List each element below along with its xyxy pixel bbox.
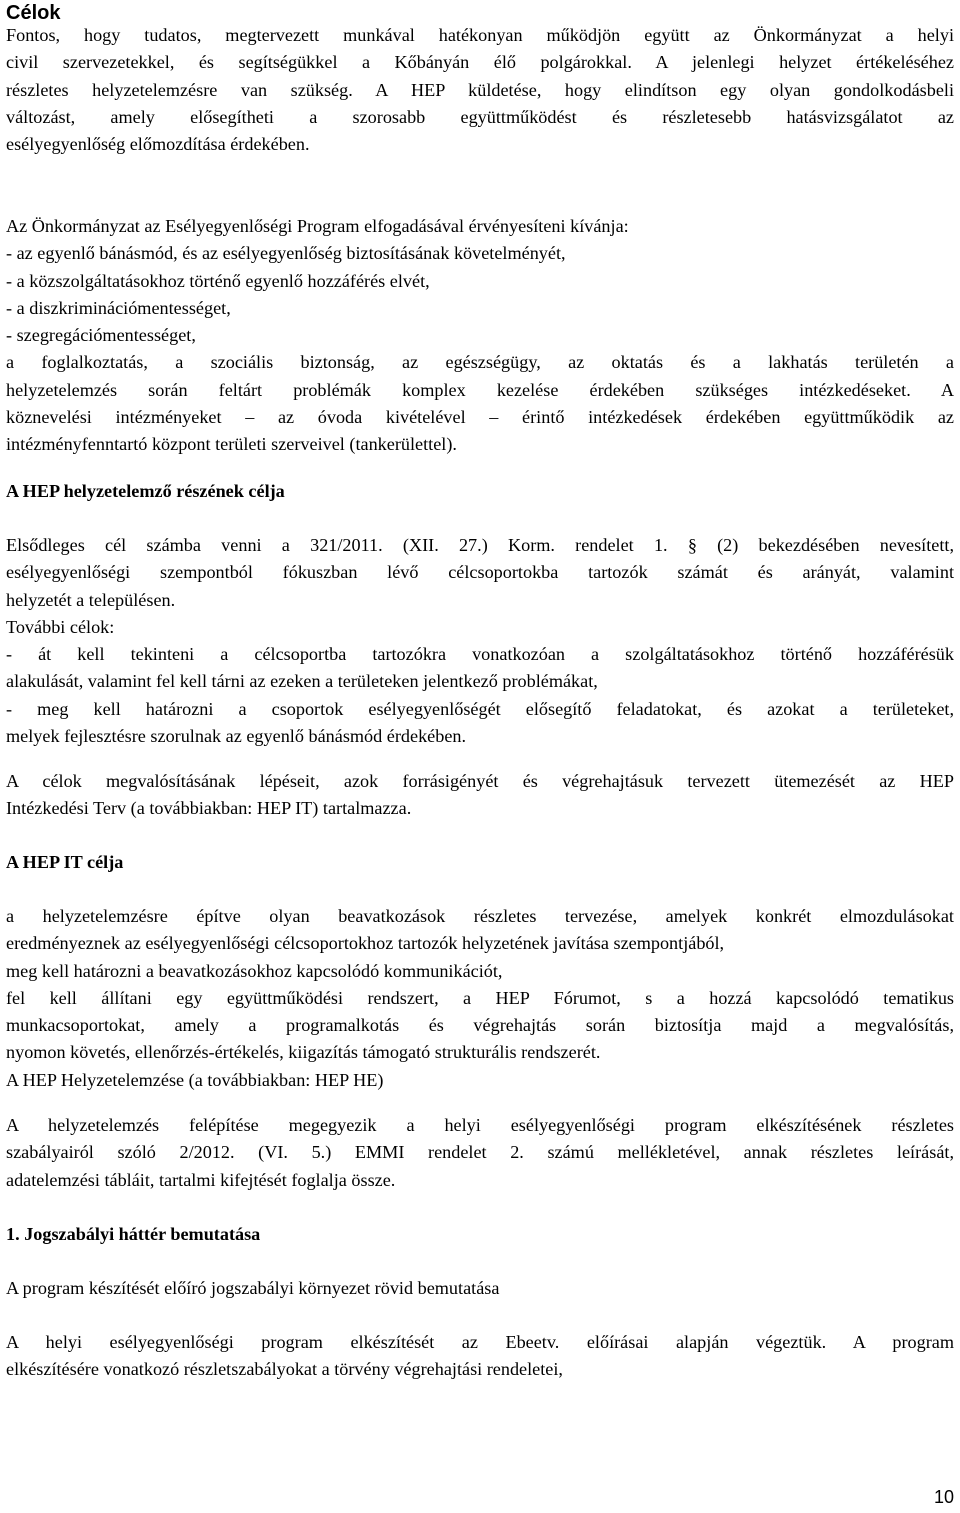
- text-line: helyzetét a településen.: [6, 589, 176, 610]
- text-line: szabályairól szóló 2/2012. (VI. 5.) EMMI rendelet 2. számú mellékletével, annak részletes leírását,: [6, 1142, 954, 1163]
- list-item: - az egyenlő bánásmód, és az esélyegyenlőség biztosításának követelményét,: [6, 243, 566, 264]
- text-line: esélyegyenlőségi szempontból fókuszban lévő célcsoportokba tartozók számát és arányát, valamint: [6, 562, 954, 583]
- text-line: esélyegyenlőség előmozdítása érdekében.: [6, 134, 310, 155]
- intro-paragraph: [6, 22, 954, 158]
- program-paragraph: [6, 213, 954, 459]
- list-item: - a diszkriminációmentességet,: [6, 297, 231, 318]
- page-title: Célok: [6, 2, 61, 24]
- list-item: melyek fejlesztésre szorulnak az egyenlő bánásmód érdekében.: [6, 726, 467, 747]
- text-line: A helyi esélyegyenlőségi program elkészítését az Ebeetv. előírásai alapján végeztük. A program: [6, 1332, 954, 1352]
- text-line: intézményfenntartó központ területi szerveivel (tankerülettel).: [6, 434, 457, 455]
- list-item: - meg kell határozni a csoportok esélyegyenlőségét elősegítő feladatokat, és azokat a területeket,: [6, 698, 954, 719]
- text-line: nyomon követés, ellenőrzés-értékelés, kiigazítás támogató strukturális rendszerét.: [6, 1042, 601, 1063]
- section-heading-it: A HEP IT célja: [6, 852, 124, 872]
- text-line: civil szervezetekkel, és segítségükkel a Kőbányán élő polgárokkal. A jelenlegi helyzet értékeléséhez: [6, 52, 954, 73]
- section-1-paragraph: [6, 1329, 954, 1384]
- section-heading-he: A HEP helyzetelemző részének célja: [6, 481, 285, 501]
- it-build-paragraph: [6, 1112, 954, 1194]
- text-line: a helyzetelemzésre építve olyan beavatkozások részletes tervezése, amelyek konkrét elmozdulásokat: [6, 906, 954, 926]
- text-line: munkacsoportokat, amely a programalkotás és végrehajtás során biztosítja majd a megvalósítás,: [6, 1015, 954, 1036]
- text-line: A HEP Helyzetelemzése (a továbbiakban: HEP HE): [6, 1069, 384, 1090]
- page-number: 10: [933, 1487, 954, 1507]
- text-line: Intézkedési Terv (a továbbiakban: HEP IT) tartalmazza.: [6, 798, 412, 819]
- text-line: További célok:: [6, 616, 115, 637]
- section-1-subheading: A program készítését előíró jogszabályi környezet rövid bemutatása: [6, 1278, 500, 1298]
- text-line: A helyzetelemzés felépítése megegyezik a helyi esélyegyenlőségi program elkészítésének részletes: [6, 1115, 954, 1135]
- text-line: eredményeznek az esélyegyenlőségi célcsoportokhoz tartozók helyzetének javítása szempontjából,: [6, 933, 725, 954]
- text-line: részletes helyzetelemzésre van szükség. A HEP küldetése, hogy elindítson egy olyan gondolkodásbeli: [6, 79, 954, 100]
- section-heading-1: 1. Jogszabályi háttér bemutatása: [6, 1224, 261, 1244]
- list-item: - át kell tekinteni a célcsoportba tartozókra vonatkozóan a szolgáltatásokhoz történő hozzáférésük: [6, 644, 954, 665]
- text-line: köznevelési intézményeket – az óvoda kivételével – érintő intézkedések érdekében együttműködik az: [6, 407, 954, 428]
- list-item: - szegregációmentességet,: [6, 325, 196, 346]
- he-primary-paragraph: [6, 532, 954, 750]
- it-paragraph: [6, 903, 954, 1094]
- text-line: adatelemzési tábláit, tartalmi kifejtését foglalja össze.: [6, 1169, 396, 1190]
- text-line: fel kell állítani egy együttműködési rendszert, a HEP Fórumot, s a hozzá kapcsolódó tematikus: [6, 987, 954, 1008]
- text-line: Az Önkormányzat az Esélyegyenlőségi Program elfogadásával érvényesíteni kívánja:: [6, 216, 629, 236]
- text-line: Elsődleges cél számba venni a 321/2011. (XII. 27.) Korm. rendelet 1. § (2) bekezdésében nevesített,: [6, 535, 954, 555]
- list-item: - a közszolgáltatásokhoz történő egyenlő hozzáférés elvét,: [6, 270, 430, 291]
- text-line: elkészítésére vonatkozó részletszabályokat a törvény végrehajtási rendeletei,: [6, 1359, 563, 1380]
- he-steps-paragraph: [6, 768, 954, 823]
- text-line: meg kell határozni a beavatkozásokhoz kapcsolódó kommunikációt,: [6, 960, 503, 981]
- list-item: alakulását, valamint fel kell tárni az ezeken a területeken jelentkező problémákat,: [6, 671, 598, 692]
- text-line: Fontos, hogy tudatos, megtervezett munkával hatékonyan működjön együtt az Önkormányzat a helyi: [6, 25, 954, 45]
- text-line: helyzetelemzés során feltárt problémák komplex kezelése érdekében szükséges intézkedéseket. A: [6, 379, 954, 400]
- text-line: változást, amely elősegítheti a szorosabb együttműködést és részletesebb hatásvizsgálatot az: [6, 106, 954, 127]
- text-line: A célok megvalósításának lépéseit, azok forrásigényét és végrehajtásuk tervezett ütemezését az HEP: [6, 771, 954, 791]
- text-line: a foglalkoztatás, a szociális biztonság, az egészségügy, az oktatás és a lakhatás területén a: [6, 352, 954, 373]
